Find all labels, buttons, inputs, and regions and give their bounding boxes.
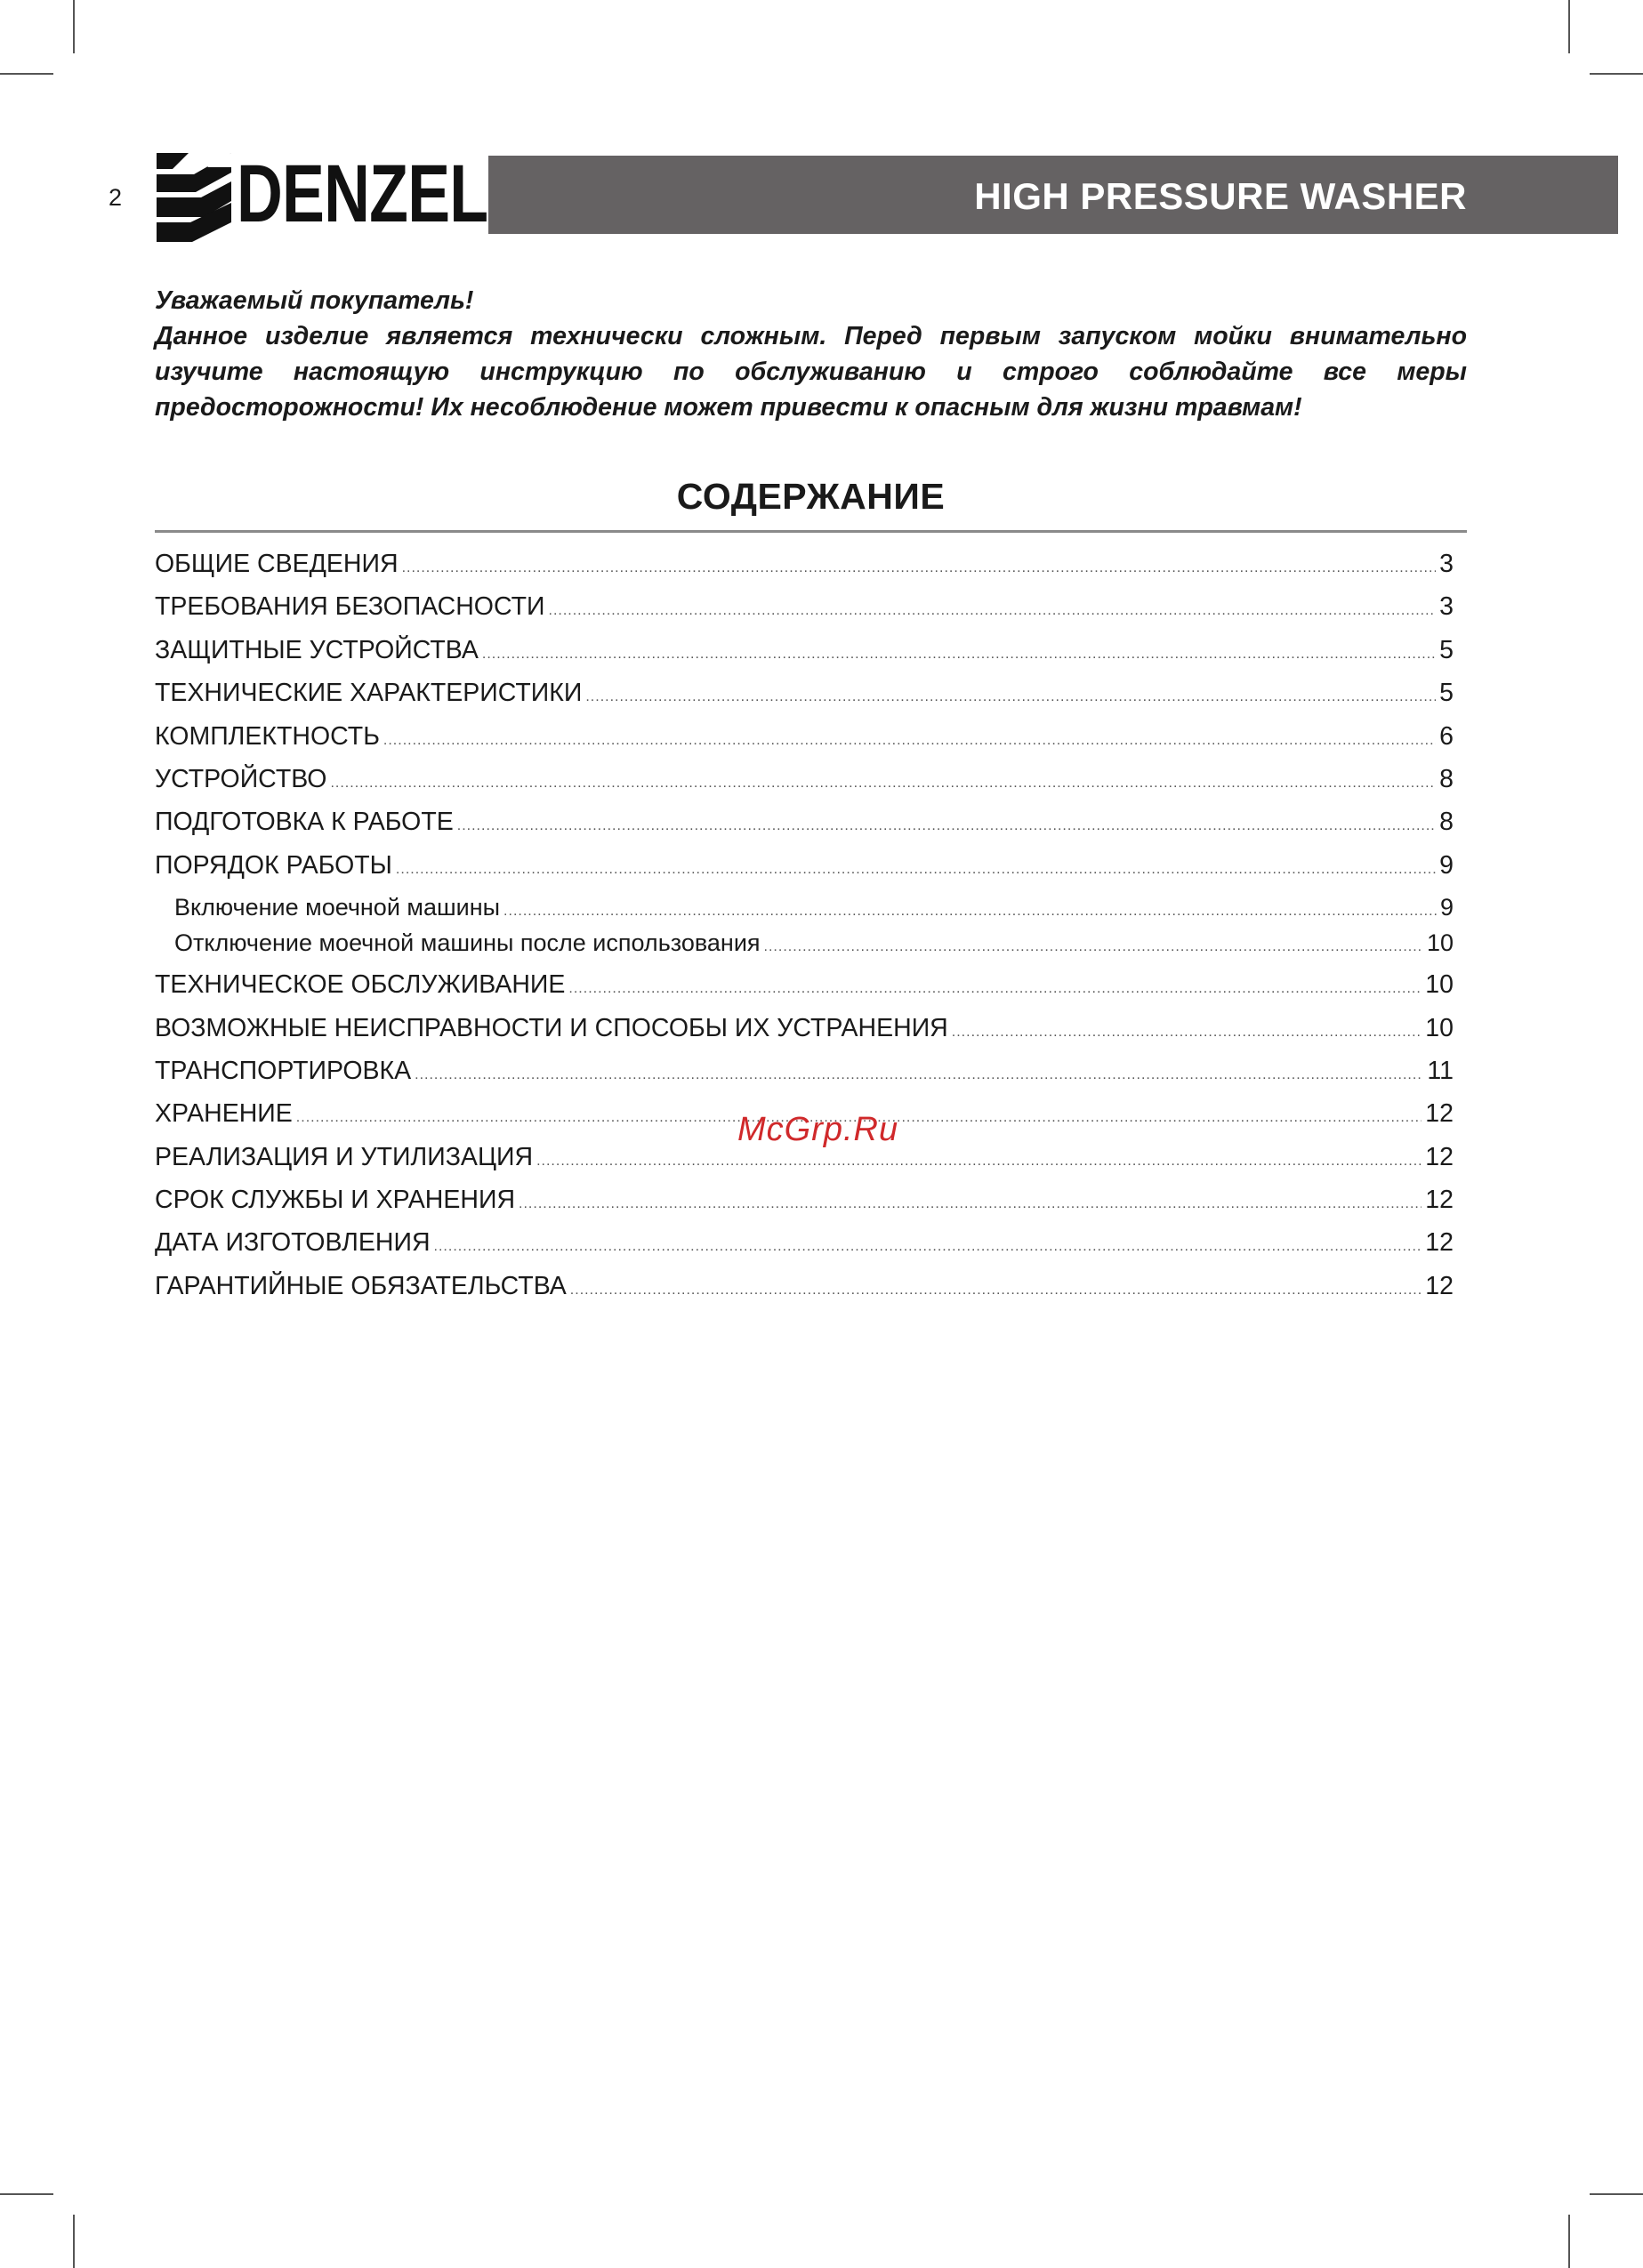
- toc-item[interactable]: [155, 1272, 1454, 1315]
- header-title: HIGH PRESSURE WASHER: [974, 175, 1467, 217]
- toc-leader: [330, 776, 1436, 792]
- toc-item[interactable]: [155, 808, 1454, 850]
- header-bar: [488, 156, 1618, 234]
- toc-leader: [383, 733, 1436, 749]
- toc-item[interactable]: [155, 765, 1454, 808]
- crop-mark: [1568, 2215, 1570, 2268]
- toc-item[interactable]: [155, 851, 1454, 894]
- toc-item-page: 5: [1439, 635, 1454, 664]
- toc-item-page: 12: [1425, 1186, 1454, 1215]
- toc-item[interactable]: [155, 1228, 1454, 1271]
- toc-item-page: 3: [1439, 550, 1454, 578]
- toc-item-page: 12: [1425, 1228, 1454, 1258]
- toc-leader: [415, 1067, 1423, 1083]
- toc-divider: [155, 530, 1467, 533]
- toc-subitem[interactable]: [155, 894, 1454, 929]
- toc-leader: [457, 818, 1436, 834]
- toc-item[interactable]: [155, 550, 1454, 592]
- toc-item-page: 10: [1425, 1013, 1454, 1042]
- toc-item-page: 8: [1439, 808, 1454, 837]
- toc-item-label: КОМПЛЕКТНОСТЬ: [155, 721, 380, 751]
- toc-item-label: СРОК СЛУЖБЫ И ХРАНЕНИЯ: [155, 1186, 516, 1215]
- toc-leader: [536, 1154, 1422, 1170]
- toc-item-label: ДАТА ИЗГОТОВЛЕНИЯ: [155, 1228, 431, 1258]
- toc-leader: [396, 862, 1436, 878]
- toc-leader: [503, 904, 1437, 920]
- toc-item-page: 12: [1425, 1099, 1454, 1129]
- crop-mark: [1568, 0, 1570, 53]
- crop-mark: [0, 2193, 53, 2195]
- toc-title: СОДЕРЖАНИЕ: [676, 476, 946, 517]
- toc-item-label: ОБЩИЕ СВЕДЕНИЯ: [155, 550, 399, 578]
- toc-item-page: 11: [1427, 1056, 1454, 1085]
- toc-item-page: 6: [1439, 721, 1454, 751]
- toc-leader: [570, 1283, 1422, 1299]
- toc-item[interactable]: [155, 636, 1454, 679]
- toc-item-page: 12: [1425, 1142, 1454, 1171]
- toc-item-label: ВОЗМОЖНЫЕ НЕИСПРАВНОСТИ И СПОСОБЫ ИХ УСТРАНЕНИЯ: [155, 1013, 948, 1042]
- toc-item-page: 10: [1426, 929, 1454, 957]
- intro-text: Данное изделие является технически сложным. Перед первым запуском мойки внимательно изучите настоящую инструкцию по обслуживанию и строго соблюдайте все меры предосторожности! Их несоблюдение может привести к опасным для жизни травмам!: [155, 322, 1467, 422]
- toc-item[interactable]: [155, 722, 1454, 765]
- toc-leader: [402, 560, 1437, 576]
- toc-item[interactable]: [155, 970, 1454, 1013]
- toc-leader: [952, 1025, 1422, 1041]
- toc-leader: [434, 1239, 1422, 1255]
- watermark: McGrp.Ru: [737, 1111, 899, 1148]
- toc-item-page: 5: [1439, 679, 1454, 708]
- toc-item-label: ПОРЯДОК РАБОТЫ: [155, 850, 392, 880]
- toc-item-label: Включение моечной машины: [174, 894, 501, 921]
- toc-item-page: 9: [1439, 894, 1454, 921]
- toc-item-label: ТЕХНИЧЕСКОЕ ОБСЛУЖИВАНИЕ: [155, 970, 566, 1000]
- toc-item-label: ТРАНСПОРТИРОВКА: [155, 1056, 412, 1085]
- toc-item-page: 10: [1425, 970, 1454, 1000]
- toc-item-label: ХРАНЕНИЕ: [155, 1099, 293, 1129]
- toc-item[interactable]: [155, 1186, 1454, 1228]
- toc-item[interactable]: [155, 679, 1454, 721]
- brand-name: DENZEL: [237, 149, 488, 239]
- toc-item-label: ПОДГОТОВКА К РАБОТЕ: [155, 808, 454, 837]
- intro-notice: [155, 283, 1467, 425]
- crop-mark: [1590, 2193, 1643, 2195]
- crop-mark: [0, 73, 53, 75]
- toc-item-label: РЕАЛИЗАЦИЯ И УТИЛИЗАЦИЯ: [155, 1142, 534, 1171]
- toc-item-label: ТЕХНИЧЕСКИЕ ХАРАКТЕРИСТИКИ: [155, 679, 583, 708]
- toc-item-label: УСТРОЙСТВО: [155, 764, 327, 793]
- toc-item[interactable]: [155, 1014, 1454, 1057]
- toc-item-label: ТРЕБОВАНИЯ БЕЗОПАСНОСТИ: [155, 592, 545, 622]
- toc-item-page: 12: [1425, 1271, 1454, 1300]
- toc-item-page: 3: [1439, 592, 1454, 622]
- toc-item-label: ГАРАНТИЙНЫЕ ОБЯЗАТЕЛЬСТВА: [155, 1271, 567, 1300]
- page-number: 2: [109, 184, 123, 211]
- crop-mark: [1590, 73, 1643, 75]
- toc-item-page: 9: [1439, 850, 1454, 880]
- toc-item-label: Отключение моечной машины после использования: [174, 929, 761, 957]
- toc-leader: [764, 939, 1423, 955]
- toc-item[interactable]: [155, 592, 1454, 635]
- toc-leader: [519, 1196, 1422, 1212]
- toc-leader: [482, 647, 1436, 663]
- toc-leader: [549, 603, 1437, 619]
- toc-subitem[interactable]: [155, 929, 1454, 965]
- brand-logo: [155, 149, 488, 244]
- toc-item[interactable]: [155, 1057, 1454, 1099]
- crop-mark: [73, 0, 75, 53]
- intro-greeting: Уважаемый покупатель!: [155, 286, 474, 315]
- toc-leader: [568, 981, 1422, 997]
- toc-item-page: 8: [1439, 764, 1454, 793]
- toc-leader: [585, 689, 1436, 705]
- denzel-emblem-icon: [155, 151, 235, 244]
- crop-mark: [73, 2215, 75, 2268]
- toc-item-label: ЗАЩИТНЫЕ УСТРОЙСТВА: [155, 635, 479, 664]
- table-of-contents: [155, 550, 1454, 1315]
